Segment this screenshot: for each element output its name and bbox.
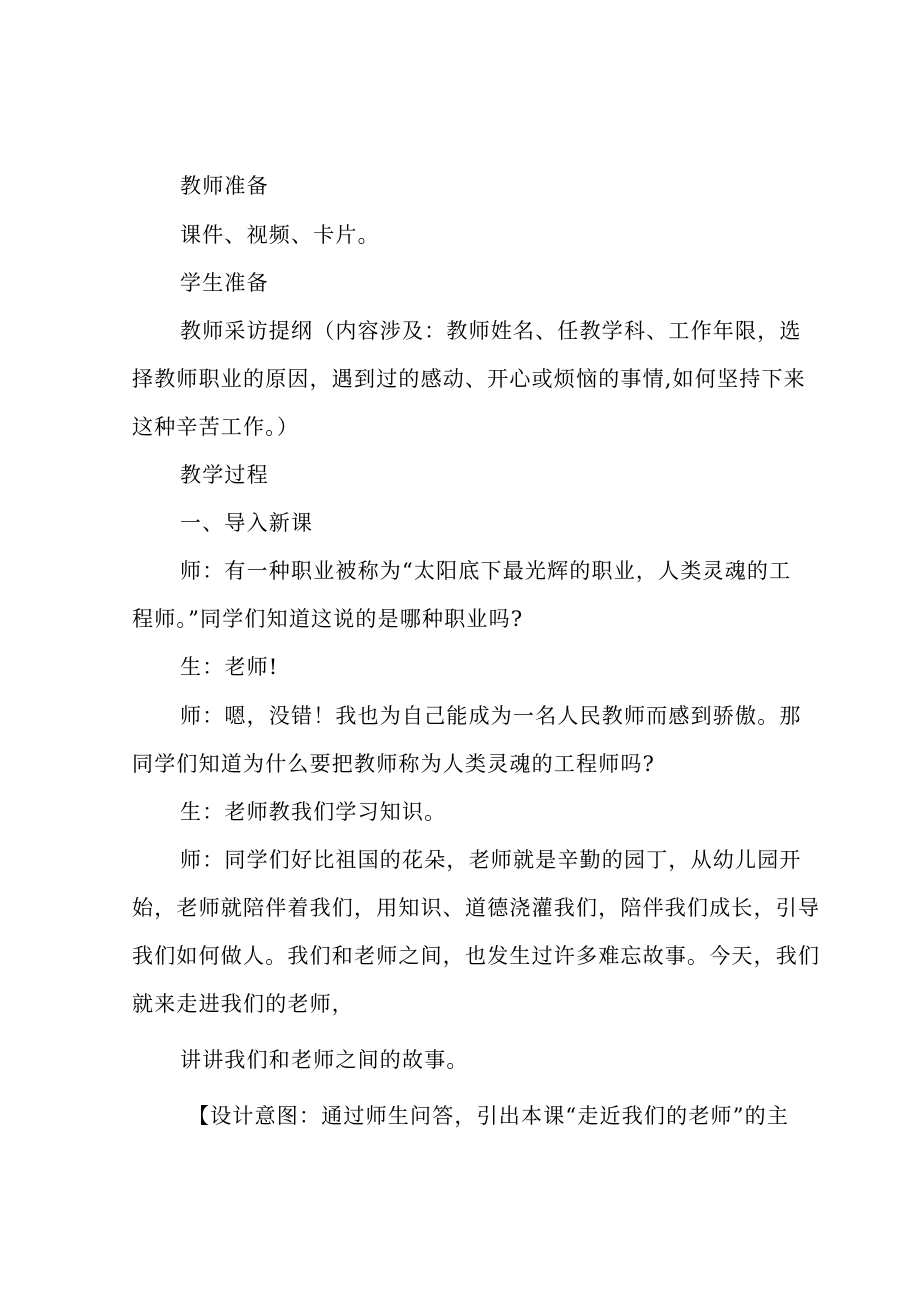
dialogue-teacher-2-line-1: 师：嗯，没错！我也为自己能成为一名人民教师而感到骄傲。那 xyxy=(180,704,802,728)
heading-student-prep: 学生准备 xyxy=(180,271,269,295)
dialogue-student-2: 生：老师教我们学习知识。 xyxy=(180,800,447,824)
dialogue-student-1: 生：老师! xyxy=(180,655,279,679)
dialogue-teacher-2-line-2: 同学们知道为什么要把教师称为人类灵魂的工程师吗? xyxy=(132,752,656,776)
dialogue-teacher-3-line-2: 始，老师就陪伴着我们，用知识、道德浇灌我们，陪伴我们成长，引导 xyxy=(132,896,821,920)
heading-teacher-prep: 教师准备 xyxy=(180,174,269,198)
paragraph-teacher-materials: 课件、视频、卡片。 xyxy=(180,223,380,247)
paragraph-interview-outline-line-3: 这种辛苦工作。） xyxy=(132,415,300,439)
design-intent-note: 【设计意图：通过师生问答，引出本课“走近我们的老师”的主 xyxy=(188,1104,790,1128)
paragraph-interview-outline-line-1: 教师采访提纲（内容涉及：教师姓名、任教学科、工作年限，选 xyxy=(180,319,802,343)
dialogue-teacher-3-line-4: 就来走进我们的老师， xyxy=(132,992,354,1016)
dialogue-teacher-3-line-1: 师：同学们好比祖国的花朵，老师就是辛勤的园丁，从幼儿园开 xyxy=(180,848,802,872)
dialogue-teacher-3-line-3: 我们如何做人。我们和老师之间，也发生过许多难忘故事。今天，我们 xyxy=(132,944,821,968)
heading-teaching-process: 教学过程 xyxy=(180,463,269,487)
dialogue-teacher-3-line-5: 讲讲我们和老师之间的故事。 xyxy=(180,1048,469,1072)
dialogue-teacher-1-line-2: 程师。”同学们知道这说的是哪种职业吗? xyxy=(132,607,524,631)
paragraph-interview-outline-line-2: 择教师职业的原因，遇到过的感动、开心或烦恼的事情,如何坚持下来 xyxy=(132,367,806,391)
dialogue-teacher-1-line-1: 师：有一种职业被称为“太阳底下最光辉的职业，人类灵魂的工 xyxy=(180,559,792,583)
heading-introduction: 一、导入新课 xyxy=(180,511,314,535)
